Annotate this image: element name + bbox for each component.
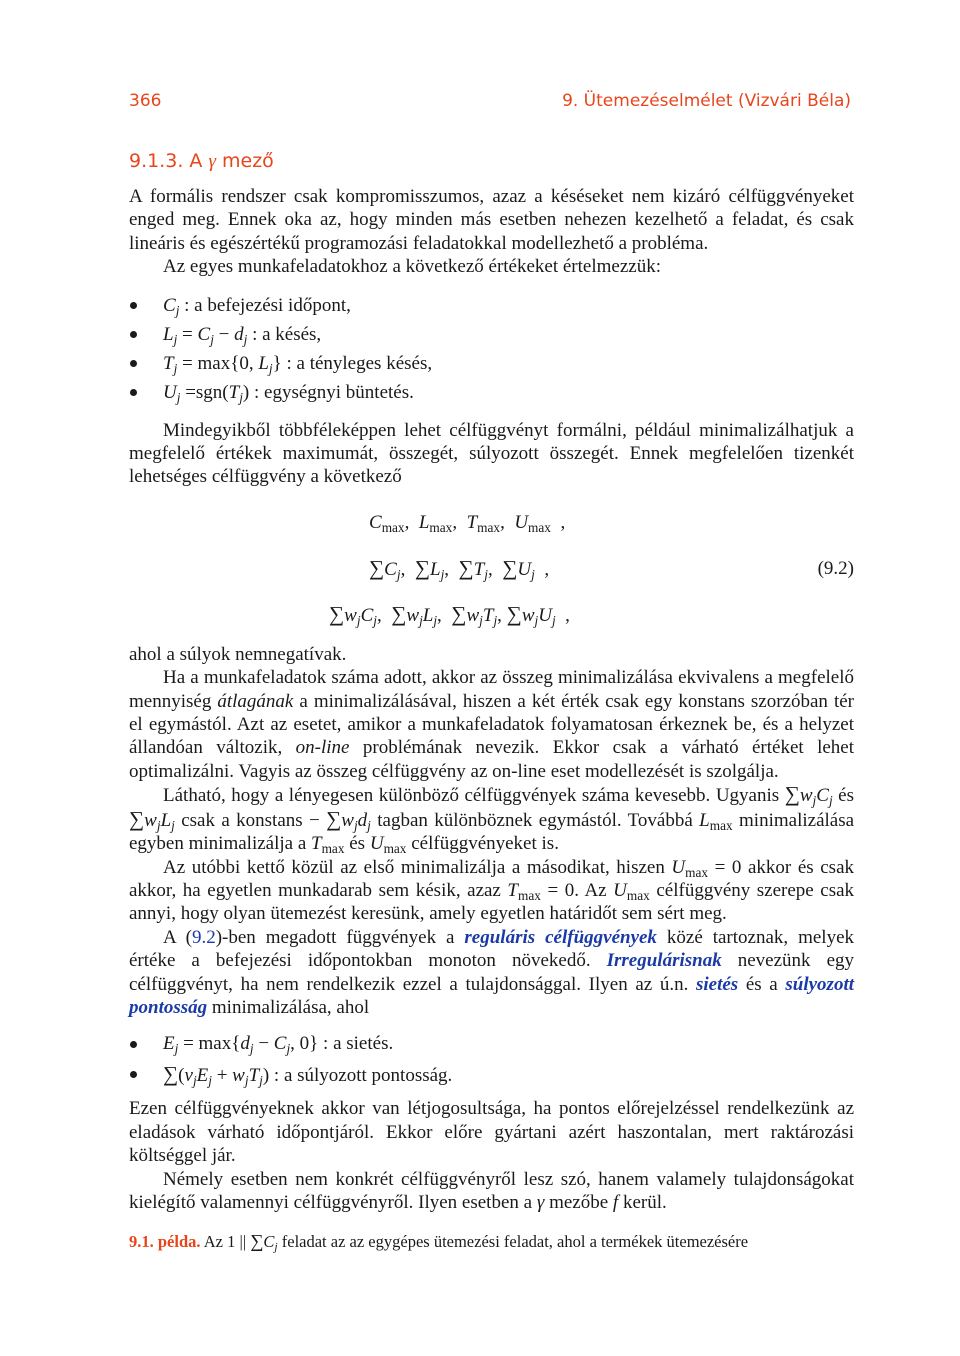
irregular-list xyxy=(129,1029,854,1089)
equation-number: (9.2) xyxy=(817,557,854,579)
list-item: $L_j = C_j - d_j$ : a késés, xyxy=(129,320,854,349)
equation-9-2 xyxy=(129,511,854,641)
equation-line: $\sum w_jC_j$, $\sum w_jL_j$, $\sum w_jT_j$, $\sum w_jU_j$ , xyxy=(329,601,570,628)
equation-line: $\sum C_j$, $\sum L_j$, $\sum T_j$, $\sum U_j$ , xyxy=(369,555,550,582)
example-label: 9.1. példa. xyxy=(129,1232,201,1252)
term-irregular: Irregulárisnak xyxy=(606,950,722,972)
running-header xyxy=(129,90,851,113)
paragraph-objectives: Mindegyikből többféleképpen lehet célfüggvényt formálni, például minimalizálhatjuk a megfelelő értékek maximumát, összegét, súlyozott összegét. Ennek megfelelően tizenkét lehetséges célfüggvény a következő xyxy=(129,419,854,488)
list-item: $T_j = \max\{0$, $L_j$} : a tényleges késés, xyxy=(129,349,854,378)
paragraph-properties: Némely esetben nem konkrét célfüggvényről lesz szó, hanem valamely tulajdonságokat kielégítő valamennyi célfüggvényről. Ilyen esetben a γ mezőbe f kerül. xyxy=(129,1168,854,1213)
page-number: 366 xyxy=(129,91,162,111)
list-item: $\sum(v_jE_j + w_jT_j)$ : a súlyozott pontosság. xyxy=(129,1059,854,1089)
paragraph-average: Ha a munkafeladatok száma adott, akkor az összeg minimalizálása ekvivalens a megfelelő mennyiség átlagának a minimalizálásával, hiszen a két érték csak egy konstans szorzóban tér el egymástól. Azt az esetet, amikor a munkafeladatok folyamatosan érkeznek be, és a helyzet állandóan változik, on-line problémának nevezik. Ekkor csak a várható értéket lehet optimalizálni. Vagyis az összeg célfüggvény az on-line eset modellezését is szolgálja. xyxy=(129,667,854,782)
section-title: 9.1.3. A γ mező xyxy=(129,150,274,172)
body-text xyxy=(129,185,854,1254)
paragraph-intro: A formális rendszer csak kompromisszumos, azaz a késéseket nem kizáró célfüggvényeket enged meg. Ennek oka az, hogy minden más esetben nehezen kezelhető a feladat, és csak lineáris és egészértékű programozási feladatokkal modellezhető a probléma. xyxy=(129,186,854,254)
list-item: $U_j =sgn(T_j)$ : egységnyi büntetés. xyxy=(129,378,854,407)
definition-list xyxy=(129,291,854,407)
paragraph-umax: Az utóbbi kettő közül az első minimalizálja a másodikat, hiszen $U_{max} = 0$ akkor és csak akkor, ha egyetlen munkadarab sem késik, azaz $T_{max} = 0$. Az $U_{max}$ célfüggvény szerepe csak annyi, hogy olyan ütemezést keresünk, amely egyetlen határidőt sem sért meg. xyxy=(129,856,855,925)
paragraph-forecast: Ezen célfüggvényeknek akkor van létjogosultsága, ha pontos előrejelzéssel rendelkezünk az eladások várható időpontjáról. Ekkor előre gyártani azért haszontalan, mert raktározási költséggel jár. xyxy=(129,1098,854,1167)
equation-reference-link[interactable]: 9.2 xyxy=(191,926,216,948)
list-item: $C_j$ : a befejezési időpont, xyxy=(129,291,854,320)
list-item: $E_j = \max\{d_j - C_j$, 0} : a sietés. xyxy=(129,1029,854,1059)
term-weighted-accuracy: súlyozott pontosság xyxy=(129,973,854,1018)
equation-line: $C_{max}$, $L_{max}$, $T_{max}$, $U_{max}$ , xyxy=(369,511,566,535)
running-title: 9. Ütemezéselmélet (Vizvári Béla) xyxy=(562,91,851,111)
term-regular: reguláris célfüggvények xyxy=(464,926,657,948)
paragraph-equivalence: Látható, hogy a lényegesen különböző célfüggvények száma kevesebb. Ugyanis $\sum w_jC_j$ és $\sum w_jL_j$ csak a konstans − $\sum w_jd_j$ tagban különböznek egymástól. Továbbá $L_{max}$ minimalizálása egyben minimalizálja a $T_{max}$ és $U_{max}$ célfüggvényeket is. xyxy=(129,782,855,857)
paragraph-definitions-intro: Az egyes munkafeladatokhoz a következő értékeket értelmezzük: xyxy=(163,256,661,278)
term-earliness: sietés xyxy=(695,973,739,995)
paragraph-regular: A (9.2)-ben megadott függvények a reguláris célfüggvények közé tartoznak, melyek értéke a befejezési időpontokban monoton növekedő. Irregulárisnak nevezünk egy célfüggvényt, ha nem rendelkezik ezzel a tulajdonsággal. Ilyen az ú.n. sietés és a súlyozott pontosság minimalizálása, ahol xyxy=(129,926,855,1018)
paragraph-weights: ahol a súlyok nemnegatívak. xyxy=(129,643,347,665)
example-paragraph: 9.1. példa. Az 1 || $\sum C_j$ feladat az az egygépes ütemezési feladat, ahol a termékek ütemezésére xyxy=(129,1231,749,1254)
